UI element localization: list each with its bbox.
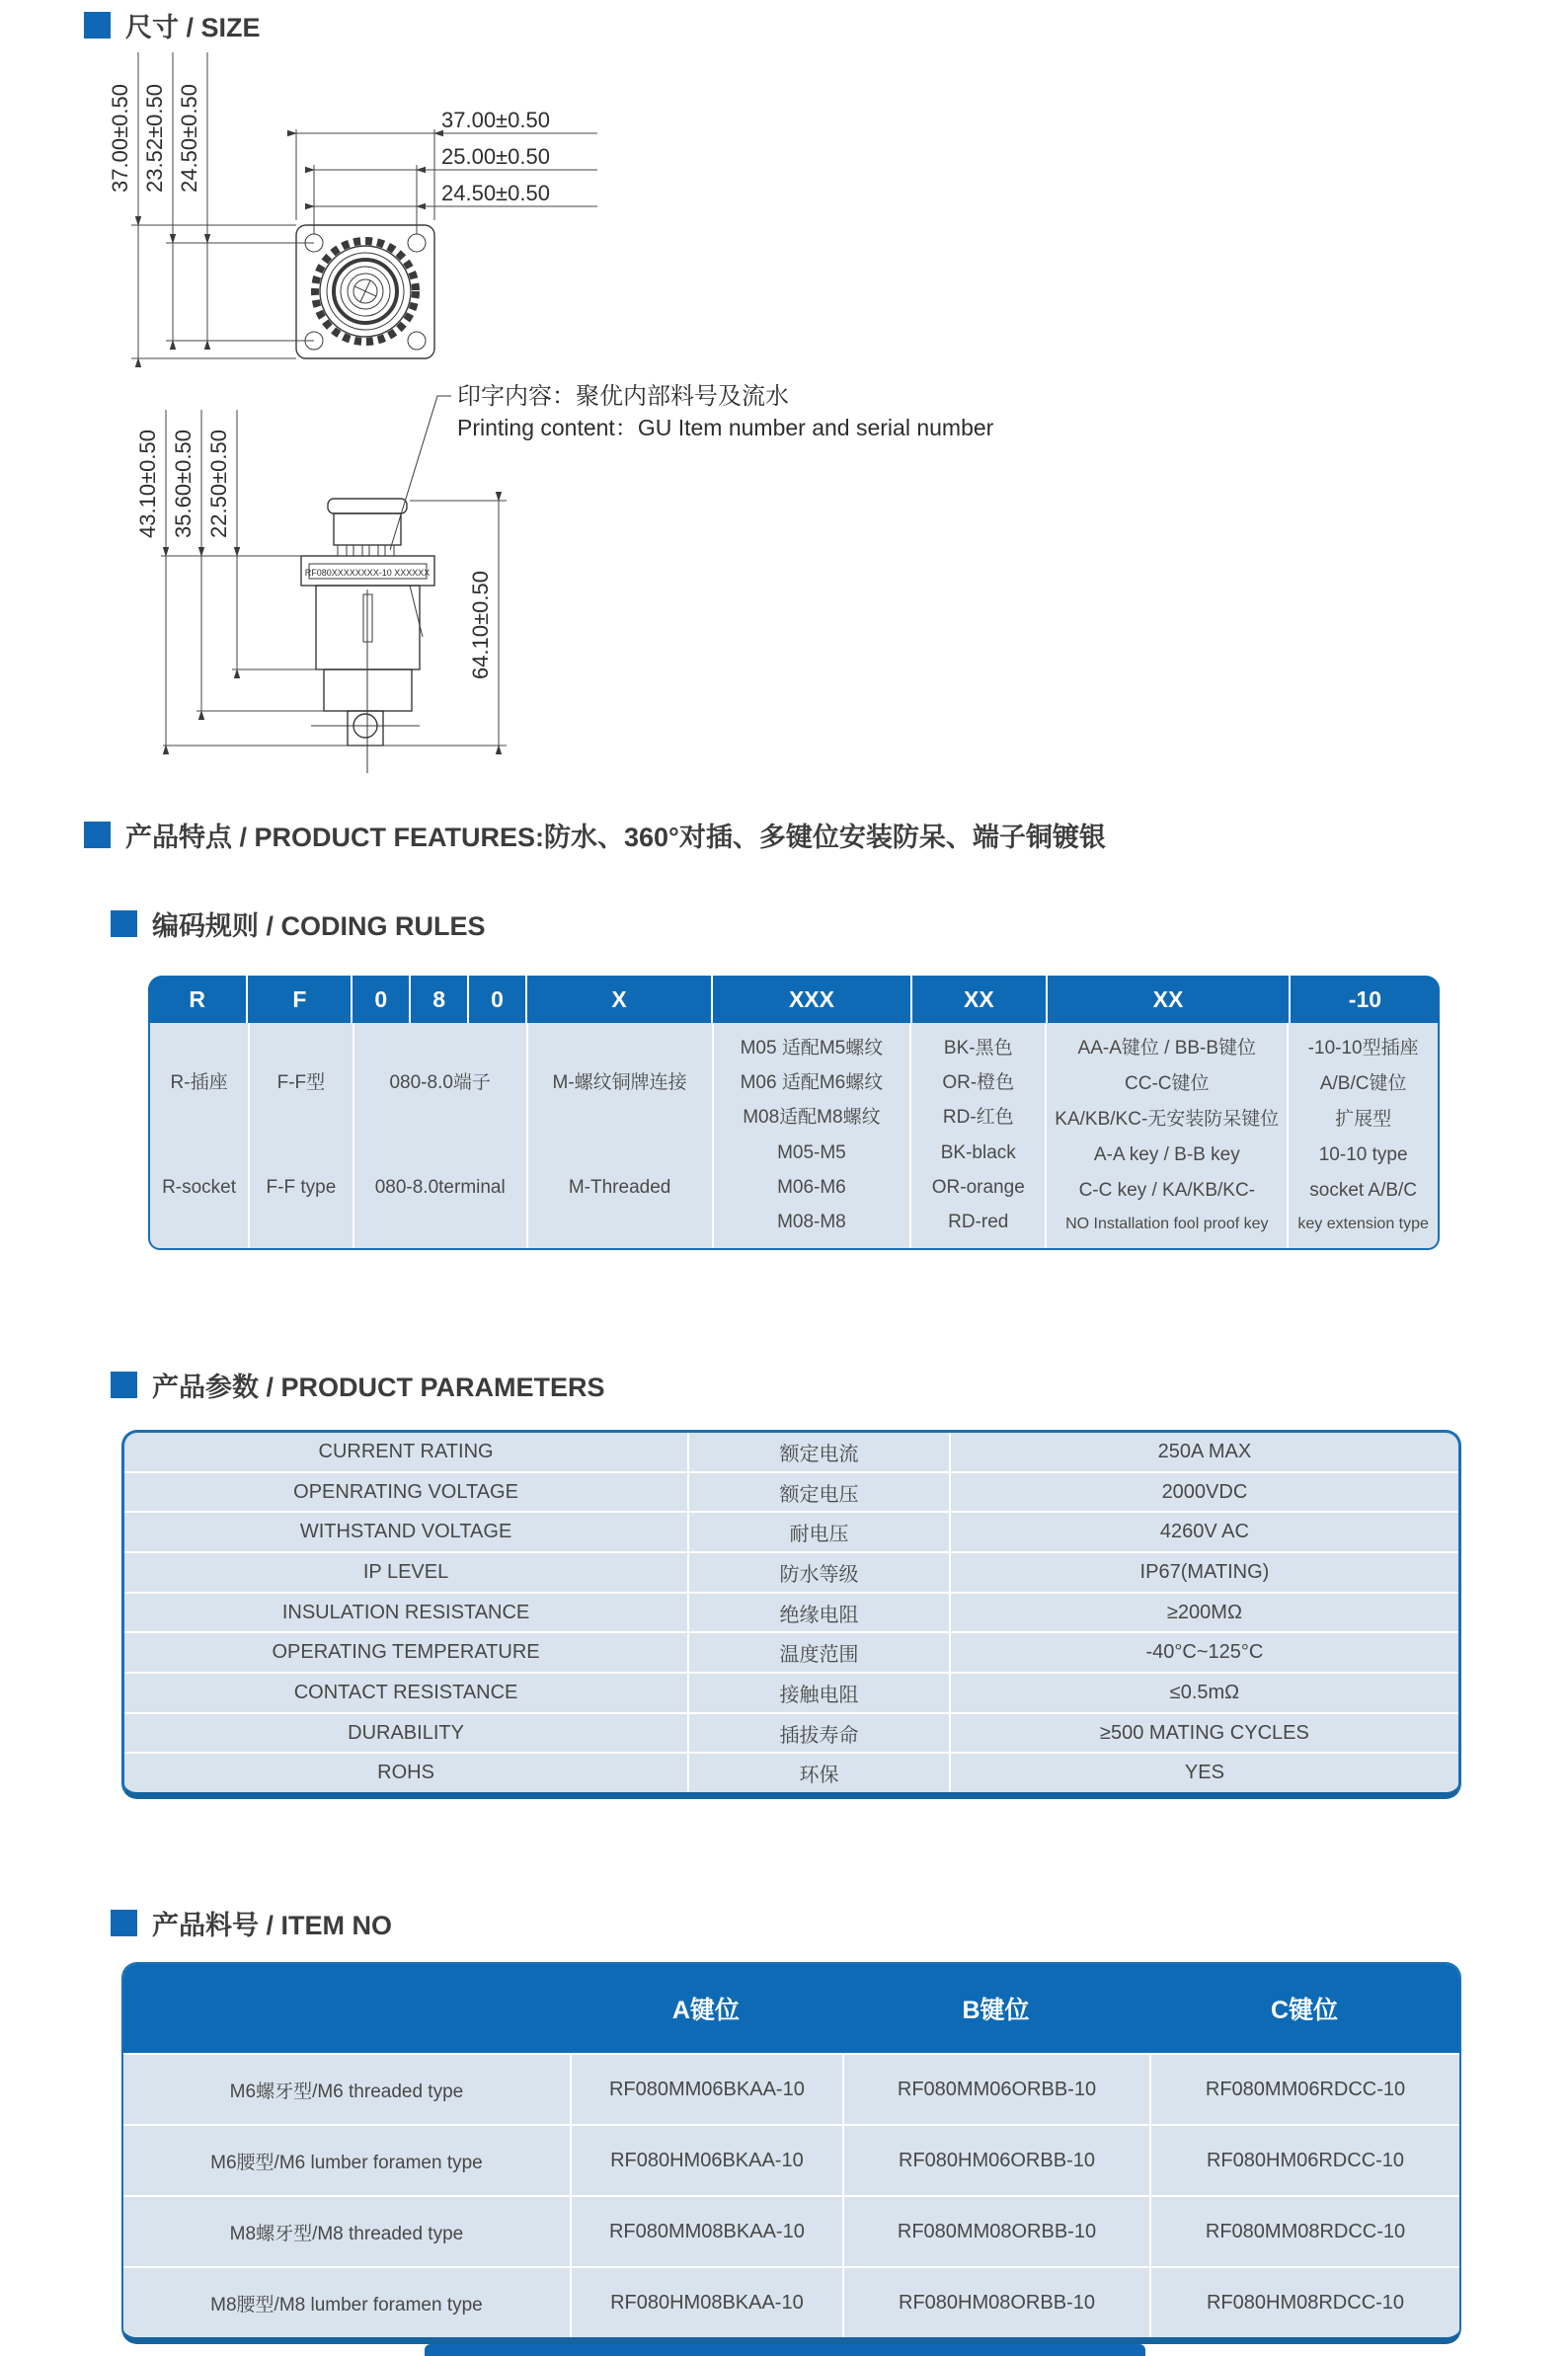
dim-front-width: 37.00±0.50 [441, 108, 550, 132]
coding-cell-key: AA-A键位 / BB-B键位 CC-C键位 KA/KB/KC-无安装防呆键位 A-A key / B-B key C-C key / KA/KB/KC- NO Installation fool proof key [1045, 1023, 1287, 1248]
product-parameters-table [121, 1430, 1461, 1799]
coding-header-cell: XXX [711, 976, 909, 1023]
coding-cell-connection: M-螺纹铜牌连接 M-Threaded [526, 1023, 712, 1248]
footer-bar [425, 2344, 1145, 2356]
item-table-header [123, 1964, 1459, 2053]
dim-front-hole-h: 25.00±0.50 [441, 144, 550, 169]
section-title: 编码规则 / CODING RULES [152, 911, 486, 941]
side-left-dimensions [135, 410, 324, 746]
coding-cell-type: F-F型 F-F type [248, 1023, 353, 1248]
front-top-dimensions [296, 108, 597, 234]
coding-header-cell: R [189, 985, 206, 1012]
coding-header-cell: 0 [351, 976, 409, 1023]
coding-header-cell: XX [910, 976, 1046, 1023]
table-row: DURABILITY 插拔寿命 ≥500 MATING CYCLES [124, 1712, 1458, 1753]
coding-cell-socket: R-插座 R-socket [162, 1072, 237, 1199]
coding-header-cell: 8 [409, 976, 467, 1023]
dim-side-overall: 64.10±0.50 [468, 571, 493, 679]
table-row: OPERATING TEMPERATURE 温度范围 -40°C~125°C [124, 1631, 1458, 1672]
table-row: CURRENT RATING 额定电流 250A MAX [124, 1433, 1458, 1471]
section-title: 产品特点 / PRODUCT FEATURES:防水、360°对插、多键位安装防呆、端子铜镀银 [125, 823, 1106, 852]
coding-header-cell: -10 [1289, 976, 1440, 1023]
table-row: OPENRATING VOLTAGE 额定电压 2000VDC [124, 1471, 1458, 1512]
dim-front-height: 37.00±0.50 [108, 84, 132, 193]
side-right-dimension [410, 501, 507, 746]
coding-cell-thread: M05 适配M5螺纹 M06 适配M6螺纹 M08适配M8螺纹 M05-M5 M06-M6 M08-M8 [712, 1023, 910, 1248]
item-header-key-b: B键位 [962, 1997, 1030, 2024]
table-row: M8螺牙型/M8 threaded type RF080MM08BKAA-10 RF080MM08ORBB-10 RF080MM08RDCC-10 [123, 2195, 1459, 2266]
table-row: M6螺牙型/M6 threaded type RF080MM06BKAA-10 RF080MM06ORBB-10 RF080MM06RDCC-10 [123, 2053, 1459, 2124]
item-no-table [121, 1962, 1461, 2344]
table-row: WITHSTAND VOLTAGE 耐电压 4260V AC [124, 1511, 1458, 1551]
callout-text-cn: 印字内容：聚优内部料号及流水 [457, 383, 789, 410]
coding-rules-table [148, 976, 1440, 1250]
blue-square-icon [111, 910, 137, 937]
blue-square-icon [84, 822, 111, 848]
section-heading-parameters [111, 1366, 605, 1404]
front-view [296, 225, 434, 358]
side-view [163, 499, 507, 773]
coding-cell-terminal: 080-8.0端子 080-8.0terminal [353, 1023, 526, 1248]
section-heading-size [84, 6, 261, 44]
coding-cell-suffix: -10-10型插座 A/B/C键位 扩展型 10-10 type socket A/B/C key extension type [1287, 1023, 1438, 1248]
callout-text-en: Printing content：GU Item number and serial number [457, 415, 994, 440]
table-row: IP LEVEL 防水等级 IP67(MATING) [124, 1551, 1458, 1592]
dim-front-inner-h: 24.50±0.50 [441, 181, 550, 205]
section-heading-coding [111, 904, 486, 943]
section-heading-item-no [111, 1904, 392, 1942]
section-heading-features [84, 816, 1106, 854]
table-row: M8腰型/M8 lumber foramen type RF080HM08BKAA-10 RF080HM08ORBB-10 RF080HM08RDCC-10 [123, 2266, 1459, 2337]
section-title: 产品参数 / PRODUCT PARAMETERS [152, 1373, 605, 1402]
table-row: INSULATION RESISTANCE 绝缘电阻 ≥200MΩ [124, 1592, 1458, 1632]
table-row: CONTACT RESISTANCE 接触电阻 ≤0.5mΩ [124, 1672, 1458, 1712]
technical-drawing [84, 44, 1071, 780]
section-title: 产品料号 / ITEM NO [152, 1911, 392, 1940]
dim-side-mid: 35.60±0.50 [171, 430, 196, 538]
side-print-label: RF080XXXXXXXX-10 XXXXXX [304, 568, 431, 578]
dim-front-inner-v: 24.50±0.50 [177, 84, 201, 193]
blue-square-icon [84, 12, 111, 39]
section-title: 尺寸 / SIZE [125, 13, 261, 42]
item-header-key-c: C键位 [1270, 1997, 1339, 2024]
coding-header-cell: F [246, 976, 351, 1023]
dim-front-hole-v: 23.52±0.50 [142, 84, 167, 193]
coding-cell-color: BK-黑色 OR-橙色 RD-红色 BK-black OR-orange RD-red [909, 1023, 1045, 1248]
coding-table-header [148, 976, 1440, 1023]
coding-header-cell: XX [1046, 976, 1289, 1023]
dim-side-upper: 22.50±0.50 [206, 430, 231, 538]
table-row: ROHS 环保 YES [124, 1752, 1458, 1792]
table-row: M6腰型/M6 lumber foramen type RF080HM06BKAA-10 RF080HM06ORBB-10 RF080HM06RDCC-10 [123, 2124, 1459, 2195]
coding-header-cell: 0 [467, 976, 525, 1023]
coding-header-cell: X [525, 976, 711, 1023]
printing-callout [390, 383, 994, 550]
coding-table-body [148, 1023, 1440, 1250]
blue-square-icon [111, 1372, 137, 1398]
item-header-key-a: A键位 [671, 1997, 740, 2024]
dim-side-total: 43.10±0.50 [135, 430, 160, 538]
front-left-dimensions [108, 52, 314, 358]
blue-square-icon [111, 1910, 137, 1936]
